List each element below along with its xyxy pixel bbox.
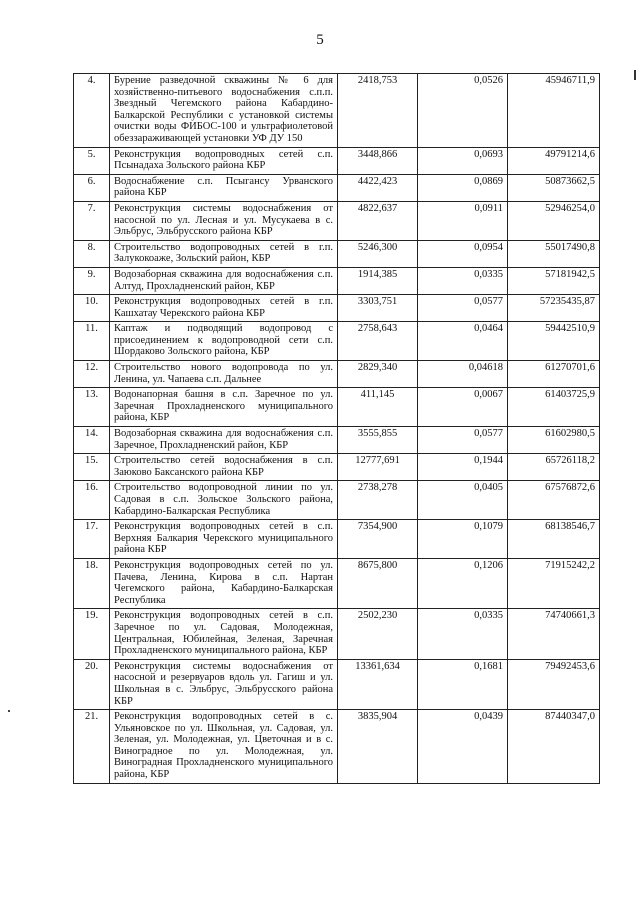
value-a: 2418,753 [338,74,418,148]
project-description: Строительство водопроводной линии по ул. Садовая в с.п. Зольское Зольского района, Кабардино-Балкарская Республика [110,481,338,520]
value-a: 3448,866 [338,147,418,174]
value-cumulative: 74740661,3 [508,609,600,659]
project-description: Реконструкция системы водоснабжения от насосной и резервуаров вдоль ул. Гагиш и ул. Школьная в с. Эльбрус, Эльбрусского района КБР [110,659,338,709]
row-number: 6. [74,174,110,201]
project-description: Водонапорная башня в с.п. Заречное по ул. Заречная Прохладненского муниципального района, КБР [110,388,338,427]
value-b: 0,0405 [418,481,508,520]
value-cumulative: 50873662,5 [508,174,600,201]
project-description: Строительство водопроводных сетей в г.п. Залукокоаже, Зольский район, КБР [110,240,338,267]
project-description: Строительство сетей водоснабжения в с.п. Заюково Баксанского района КБР [110,454,338,481]
value-a: 2758,643 [338,322,418,361]
project-description: Реконструкция водопроводных сетей в г.п. Кашхатау Черекского района КБР [110,295,338,322]
value-b: 0,0869 [418,174,508,201]
table-row [74,74,600,148]
edge-mark [634,70,636,80]
row-number: 16. [74,481,110,520]
table-row [74,322,600,361]
value-b: 0,1681 [418,659,508,709]
value-b: 0,0577 [418,295,508,322]
table-row [74,295,600,322]
value-b: 0,0335 [418,267,508,294]
value-cumulative: 55017490,8 [508,240,600,267]
value-cumulative: 68138546,7 [508,520,600,559]
table-row [74,659,600,709]
value-a: 7354,900 [338,520,418,559]
value-cumulative: 61602980,5 [508,427,600,454]
value-cumulative: 87440347,0 [508,710,600,784]
value-b: 0,0526 [418,74,508,148]
table-row [74,174,600,201]
row-number: 4. [74,74,110,148]
value-cumulative: 79492453,6 [508,659,600,709]
scan-speck [8,710,10,712]
row-number: 12. [74,361,110,388]
projects-table [73,73,600,784]
value-a: 2738,278 [338,481,418,520]
project-description: Реконструкция системы водоснабжения от насосной по ул. Лесная и ул. Мусукаева в с. Эльбрус, Эльбрусского района КБР [110,201,338,240]
value-b: 0,0911 [418,201,508,240]
row-number: 19. [74,609,110,659]
project-description: Каптаж и подводящий водопровод с присоединением к водопроводной сети с.п. Шордаково Зольского района, КБР [110,322,338,361]
row-number: 13. [74,388,110,427]
table-row [74,201,600,240]
value-b: 0,0954 [418,240,508,267]
value-a: 3555,855 [338,427,418,454]
table-row [74,481,600,520]
value-cumulative: 71915242,2 [508,558,600,608]
value-a: 1914,385 [338,267,418,294]
project-description: Бурение разведочной скважины № 6 для хозяйственно-питьевого водоснабжения с.п.п. Звездный Чегемского района Кабардино-Балкарской Республики с установкой системы очистки воды ФИБОС-100 и ультрафиолетовой обеззараживающей установки УФ ДУ 150 [110,74,338,148]
table-row [74,240,600,267]
row-number: 21. [74,710,110,784]
table-row [74,267,600,294]
value-a: 2502,230 [338,609,418,659]
page-number: 5 [316,32,324,48]
project-description: Водоснабжение с.п. Псыгансу Урванского района КБР [110,174,338,201]
row-number: 18. [74,558,110,608]
value-a: 3835,904 [338,710,418,784]
table-row [74,147,600,174]
value-cumulative: 45946711,9 [508,74,600,148]
project-description: Реконструкция водопроводных сетей с.п. Псынадаха Зольского района КБР [110,147,338,174]
value-a: 2829,340 [338,361,418,388]
row-number: 9. [74,267,110,294]
project-description: Реконструкция водопроводных сетей в с.п. Верхняя Балкария Черекского муниципального района КБР [110,520,338,559]
value-a: 4422,423 [338,174,418,201]
value-b: 0,0577 [418,427,508,454]
row-number: 17. [74,520,110,559]
value-b: 0,0067 [418,388,508,427]
project-description: Строительство нового водопровода по ул. Ленина, ул. Чапаева с.п. Дальнее [110,361,338,388]
table-row [74,710,600,784]
value-b: 0,0693 [418,147,508,174]
value-b: 0,04618 [418,361,508,388]
value-b: 0,0335 [418,609,508,659]
value-cumulative: 61270701,6 [508,361,600,388]
value-a: 12777,691 [338,454,418,481]
table-row [74,427,600,454]
table-row [74,520,600,559]
value-a: 3303,751 [338,295,418,322]
value-a: 13361,634 [338,659,418,709]
row-number: 15. [74,454,110,481]
value-b: 0,0464 [418,322,508,361]
table-body [74,74,600,784]
project-description: Водозаборная скважина для водоснабжения с.п. Алтуд, Прохладненский район, КБР [110,267,338,294]
table-row [74,361,600,388]
value-b: 0,1079 [418,520,508,559]
table-row [74,454,600,481]
row-number: 20. [74,659,110,709]
table-row [74,388,600,427]
table-row [74,558,600,608]
value-cumulative: 59442510,9 [508,322,600,361]
project-description: Реконструкция водопроводных сетей в с. Ульяновское по ул. Школьная, ул. Садовая, ул. Зеленая, ул. Молодежная, ул. Цветочная и в с. Виноградное по ул. Молодежная, ул. Виноградная Прохладненского муниципального района, КБР [110,710,338,784]
value-cumulative: 49791214,6 [508,147,600,174]
value-a: 8675,800 [338,558,418,608]
project-description: Реконструкция водопроводных сетей по ул. Пачева, Ленина, Кирова в с.п. Нартан Чегемского района, Кабардино-Балкарская Республика [110,558,338,608]
table-row [74,609,600,659]
value-b: 0,0439 [418,710,508,784]
row-number: 10. [74,295,110,322]
value-b: 0,1944 [418,454,508,481]
value-b: 0,1206 [418,558,508,608]
value-cumulative: 61403725,9 [508,388,600,427]
row-number: 8. [74,240,110,267]
row-number: 11. [74,322,110,361]
project-description: Водозаборная скважина для водоснабжения с.п. Заречное, Прохладненский район, КБР [110,427,338,454]
value-a: 5246,300 [338,240,418,267]
value-cumulative: 65726118,2 [508,454,600,481]
value-cumulative: 67576872,6 [508,481,600,520]
value-a: 4822,637 [338,201,418,240]
value-a: 411,145 [338,388,418,427]
row-number: 14. [74,427,110,454]
project-description: Реконструкция водопроводных сетей в с.п. Заречное по ул. Садовая, Молодежная, Центральная, Юбилейная, Зеленая, Заречная Прохладненского муниципального района, КБР [110,609,338,659]
value-cumulative: 52946254,0 [508,201,600,240]
value-cumulative: 57235435,87 [508,295,600,322]
value-cumulative: 57181942,5 [508,267,600,294]
row-number: 5. [74,147,110,174]
row-number: 7. [74,201,110,240]
